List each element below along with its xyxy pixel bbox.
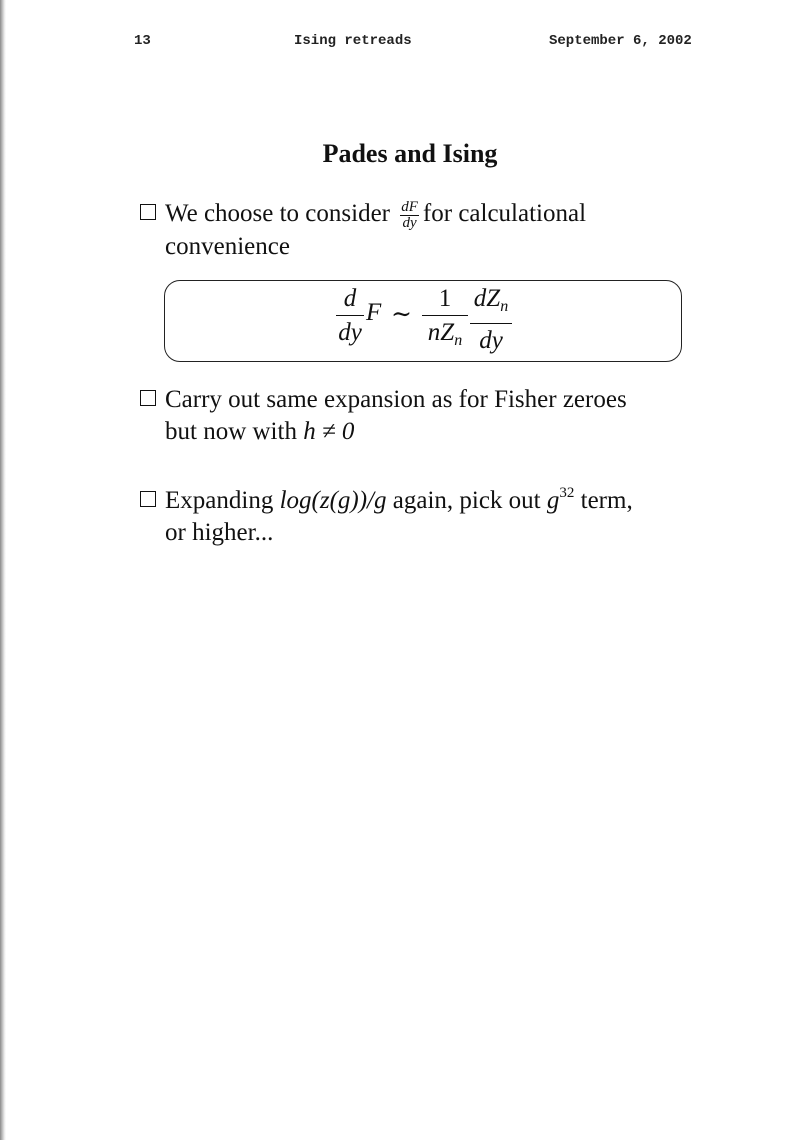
- fraction-dZn-dy: $dZ_n$ dy: [470, 283, 512, 358]
- inline-math: g: [546, 487, 560, 514]
- checkbox-bullet-icon: [140, 204, 156, 220]
- equation-F: F: [366, 299, 382, 326]
- bullet-text-line2: but now with h ≠ 0: [165, 418, 355, 445]
- equation-sim: ∼: [391, 301, 412, 328]
- scan-edge-shadow: [0, 0, 6, 1140]
- page-number: 13: [134, 33, 151, 49]
- checkbox-bullet-icon: [140, 491, 156, 507]
- bullet-text: for calculational: [422, 200, 587, 227]
- checkbox-bullet-icon: [140, 390, 156, 406]
- bullet-text-line2: convenience: [165, 232, 290, 260]
- header-date: September 6, 2002: [549, 33, 692, 49]
- fraction-d-dy: $\frac{d}{dy}$: [336, 283, 364, 350]
- slide-title: Pades and Ising: [322, 139, 498, 168]
- bullet-text: We choose to consider: [165, 200, 390, 227]
- inline-math: h ≠ 0: [303, 418, 355, 445]
- inline-fraction: $\frac{dF}{dy}$: [401, 198, 418, 231]
- inline-math: log(z(g))/g: [279, 487, 387, 514]
- fraction-1-nZn: 1 $nZ_n$: [422, 283, 468, 358]
- header-title: Ising retreads: [294, 33, 412, 49]
- bullet-text-line2: or higher...: [165, 519, 274, 546]
- bullet-item: Expanding log(z(g))/g again, pick out $g^{32}$ term, or higher...: [140, 477, 700, 549]
- bullet-text: Carry out same expansion as for Fisher zeroes: [165, 386, 627, 413]
- bullet-item: [140, 198, 700, 263]
- bullet-item: [140, 384, 700, 448]
